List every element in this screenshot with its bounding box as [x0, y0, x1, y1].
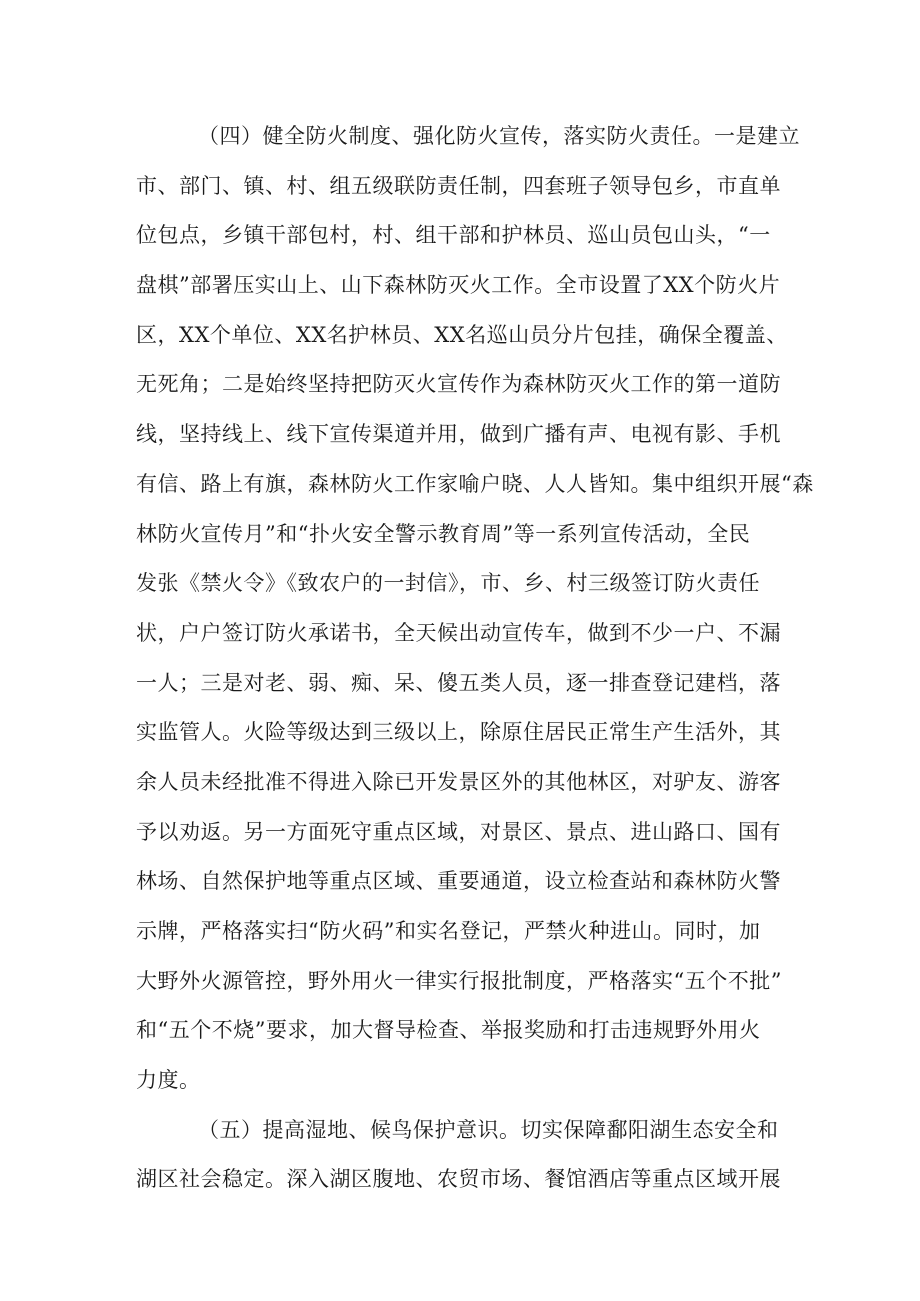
paragraph-4-line: 余人员未经批准不得进入除已开发景区外的其他林区，对驴友、游客 — [136, 769, 781, 794]
paragraph-4-line: 大野外火源管控，野外用火一律实行报批制度，严格落实“五个不批” — [136, 968, 782, 993]
paragraph-5-line: （五）提高湿地、候鸟保护意识。切实保障鄱阳湖生态安全和 — [198, 1117, 779, 1142]
paragraph-4-line: 示牌，严格落实扫“防火码”和实名登记，严禁火种进山。同时，加 — [136, 919, 761, 943]
paragraph-4-line: 力度。 — [136, 1068, 201, 1093]
paragraph-4-line: 无死角；二是始终坚持把防灭火宣传作为森林防灭火工作的第一道防 — [136, 372, 781, 397]
paragraph-4-line: 予以劝返。另一方面死守重点区域，对景区、景点、进山路口、国有 — [136, 819, 781, 844]
paragraph-4-line: 盘棋”部署压实山上、山下森林防灭火工作。全市设置了XX个防火片 — [136, 273, 781, 298]
paragraph-4-line: （四）健全防火制度、强化防火宣传，落实防火责任。一是建立 — [198, 124, 800, 148]
paragraph-5-line: 湖区社会稳定。深入湖区腹地、农贸市场、餐馆酒店等重点区域开展 — [136, 1167, 781, 1192]
paragraph-4-line: 林防火宣传月”和“扑火安全警示教育周”等一系列宣传活动，全民 — [136, 521, 751, 546]
paragraph-4-line: 位包点，乡镇干部包村，村、组干部和护林员、巡山员包山头，“一 — [136, 223, 771, 248]
paragraph-4-line: 线，坚持线上、线下宣传渠道并用，做到广播有声、电视有影、手机 — [136, 422, 781, 447]
paragraph-4-line: 林场、自然保护地等重点区域、重要通道，设立检查站和森林防火警 — [136, 869, 781, 894]
paragraph-4-line: 有信、路上有旗，森林防火工作家喻户晓、人人皆知。集中组织开展“森 — [136, 471, 814, 496]
paragraph-4-line: 实监管人。火险等级达到三级以上，除原住居民正常生产生活外，其 — [136, 720, 781, 745]
document-body — [136, 112, 814, 1205]
paragraph-4-line: 发张《禁火令》《致农户的一封信》，市、乡、村三级签订防火责任 — [136, 571, 760, 596]
paragraph-4-line: 状，户户签订防火承诺书，全天候出动宣传车，做到不少一户、不漏 — [136, 620, 781, 645]
paragraph-4-line: 和“五个不烧”要求，加大督导检查、举报奖励和打击违规野外用火 — [136, 1018, 761, 1043]
paragraph-4-line: 一人；三是对老、弱、痴、呆、傻五类人员，逐一排查登记建档，落 — [136, 670, 781, 695]
paragraph-4-line: 市、部门、镇、村、组五级联防责任制，四套班子领导包乡，市直单 — [136, 173, 781, 198]
paragraph-4-line: 区，XX个单位、XX名护林员、XX名巡山员分片包挂，确保全覆盖、 — [136, 322, 788, 347]
